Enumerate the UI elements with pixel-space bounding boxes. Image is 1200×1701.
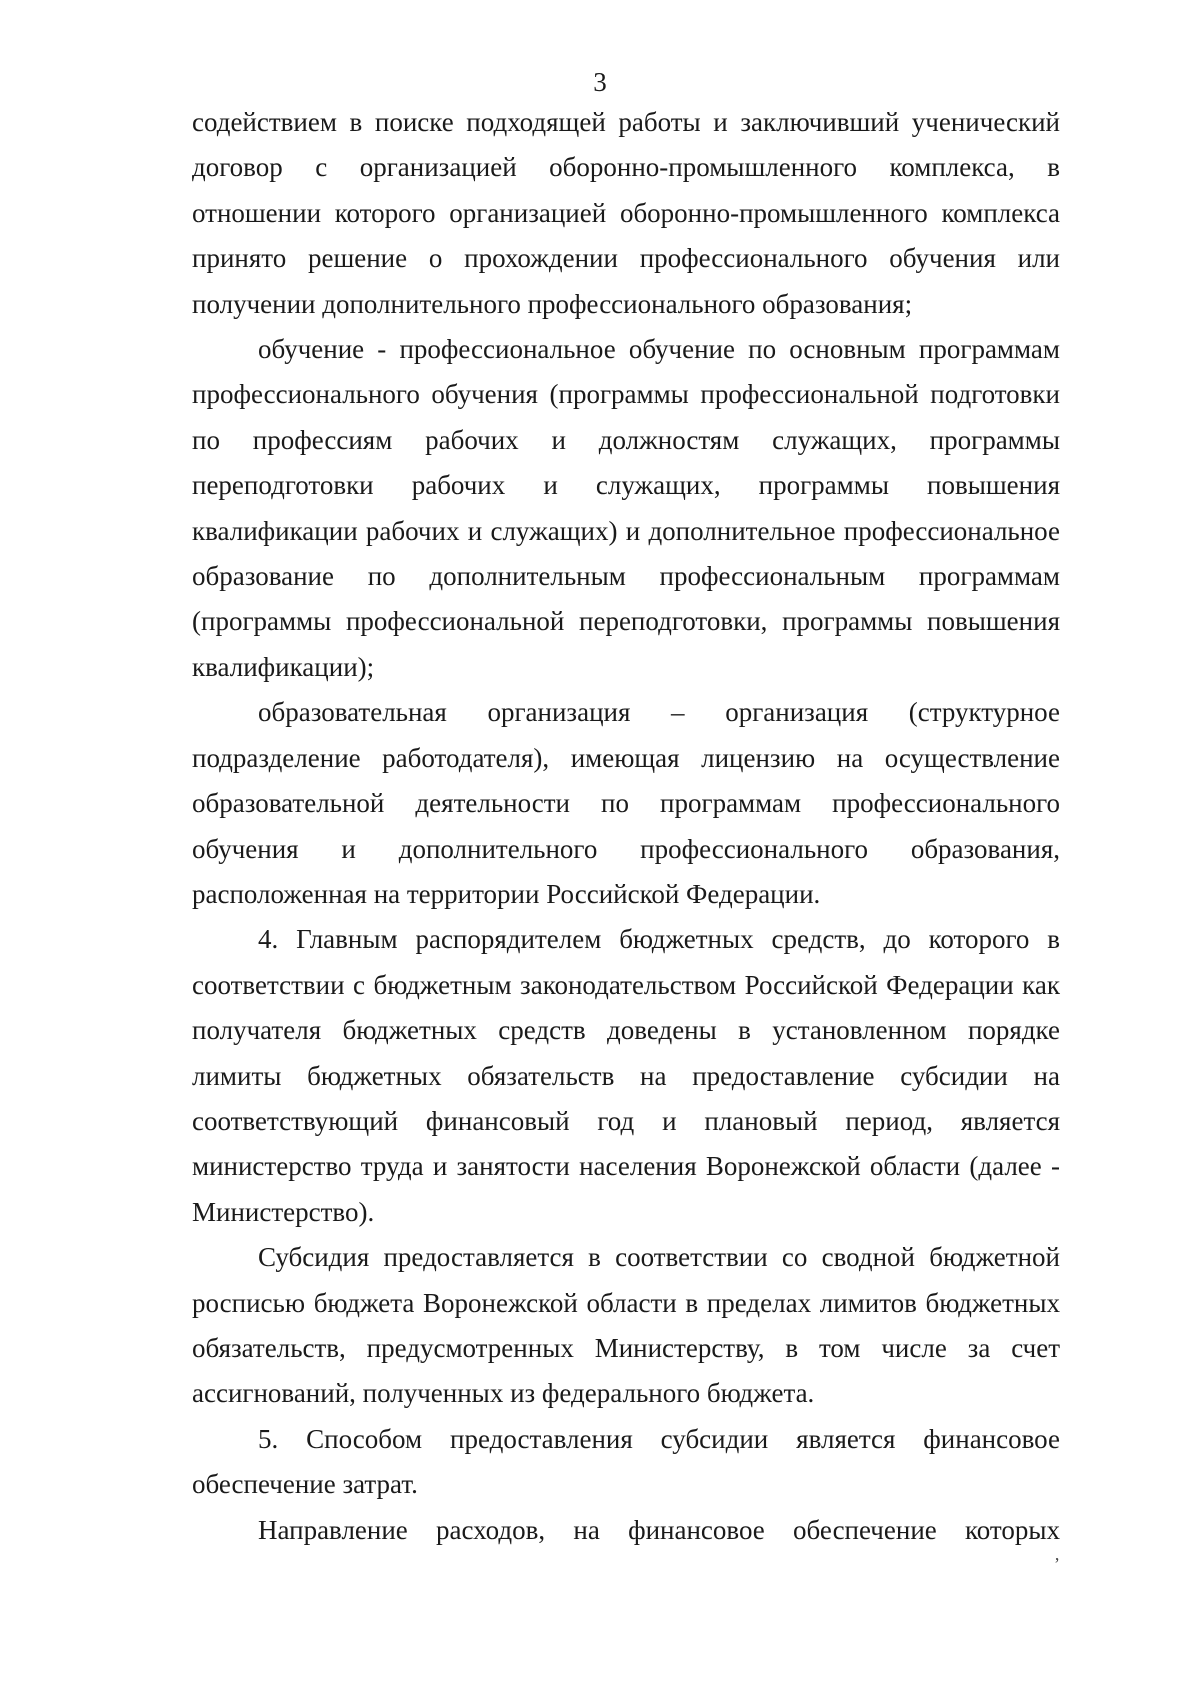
paragraph-training-definition: обучение - профессиональное обучение по основным программам профессионального обучения (программы профессиональной подготовки по профессиям рабочих и должностям служащих, программы переподготовки рабочих и служащих, программы повышения квалификации рабочих и служащих) и дополнительное профессиональное образование по дополнительным профессиональным программам (программы профессиональной переподготовки, программы повышения квалификации);: [192, 334, 1060, 682]
scan-artifact-mark: ‚: [1054, 1544, 1060, 1564]
paragraph-subsidy-provision: Субсидия предоставляется в соответствии со сводной бюджетной росписью бюджета Воронежской области в пределах лимитов бюджетных обязательств, предусмотренных Министерству, в том числе за счет ассигнований, полученных из федерального бюджета.: [192, 1242, 1060, 1409]
paragraph-continuation: содействием в поиске подходящей работы и заключивший ученический договор с организацией оборонно-промышленного комплекса, в отношении которого организацией оборонно-промышленного комплекса принято решение о прохождении профессионального обучения или получении дополнительного профессионального образования;: [192, 107, 1060, 319]
paragraph-educational-organization-definition: образовательная организация – организация (структурное подразделение работодателя), имеющая лицензию на осуществление образовательной деятельности по программам профессионального обучения и дополнительного профессионального образования, расположенная на территории Российской Федерации.: [192, 697, 1060, 909]
paragraph-section-5: 5. Способом предоставления субсидии является финансовое обеспечение затрат.: [192, 1423, 1060, 1500]
paragraph-section-4: 4. Главным распорядителем бюджетных средств, до которого в соответствии с бюджетным законодательством Российской Федерации как получателя бюджетных средств доведены в установленном порядке лимиты бюджетных обязательств на предоставление субсидии на соответствующий финансовый год и плановый период, является министерство труда и занятости населения Воронежской области (далее - Министерство).: [192, 924, 1060, 1227]
paragraph-expense-direction: Направление расходов, на финансовое обеспечение которых: [258, 1514, 1060, 1545]
document-body: [192, 100, 1060, 1553]
page-number: 3: [593, 67, 607, 97]
